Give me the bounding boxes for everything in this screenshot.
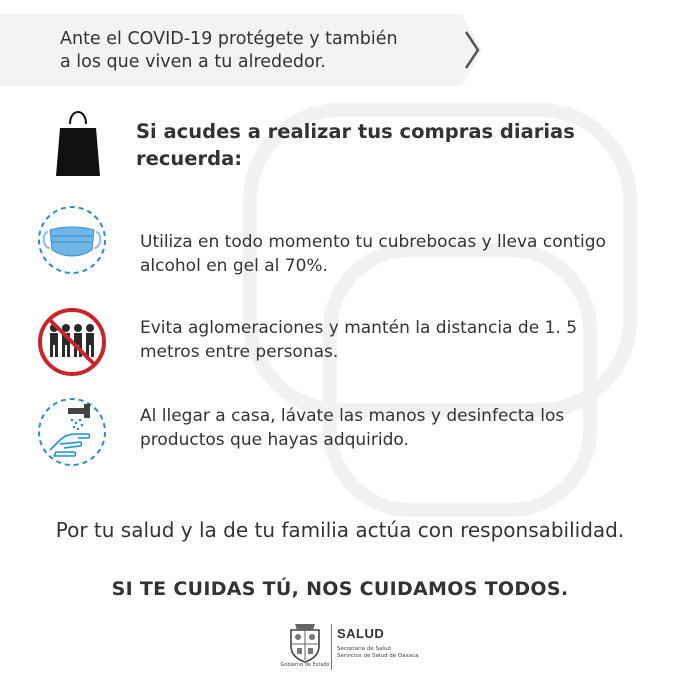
heading-line-1: Si acudes a realizar tus compras diarias	[136, 120, 575, 143]
face-mask-icon	[34, 202, 110, 278]
salud-label: SALUD	[337, 626, 385, 641]
shopping-bag-icon	[48, 102, 108, 178]
secretaria-label: Secretaría de Salud	[337, 646, 391, 652]
servicios-label: Servicios de Salud de Oaxaca	[337, 653, 419, 659]
closing-message: Por tu salud y la de tu familia actúa con responsabilidad.	[55, 518, 625, 542]
no-crowds-icon	[34, 304, 110, 380]
logo-divider	[331, 624, 332, 670]
tip-line: alcohol en gel al 70%.	[140, 256, 328, 276]
tip-face-mask	[34, 202, 654, 282]
tip-line: Utiliza en todo momento tu cubrebocas y lleva contigo	[140, 232, 606, 252]
tip-line: metros entre personas.	[140, 342, 339, 362]
hand-washing-icon	[34, 394, 110, 470]
closing-slogan: SI TE CUIDAS TÚ, NOS CUIDAMOS TODOS.	[111, 578, 569, 600]
salud-logo	[280, 618, 419, 674]
banner-line-1: Ante el COVID-19 protégete y también	[60, 29, 398, 49]
shopping-heading	[40, 102, 640, 182]
tip-hand-washing-text	[140, 404, 640, 452]
tip-no-crowds	[34, 304, 654, 384]
tip-no-crowds-text	[140, 316, 640, 364]
tip-line: productos que hayas adquirido.	[140, 430, 409, 450]
government-label: Gobierno de Estado	[280, 662, 330, 668]
top-banner	[0, 14, 490, 86]
banner-text	[60, 28, 460, 74]
heading-line-2: recuerda:	[136, 147, 243, 170]
tip-hand-washing	[34, 394, 654, 474]
banner-line-2: a los que viven a tu alrededor.	[60, 52, 326, 72]
tip-face-mask-text	[140, 230, 640, 278]
heading-text	[136, 118, 576, 172]
tip-line: Al llegar a casa, lávate las manos y desinfecta los	[140, 406, 565, 426]
coat-of-arms-icon	[283, 620, 327, 664]
tip-line: Evita aglomeraciones y mantén la distancia de 1. 5	[140, 318, 578, 338]
